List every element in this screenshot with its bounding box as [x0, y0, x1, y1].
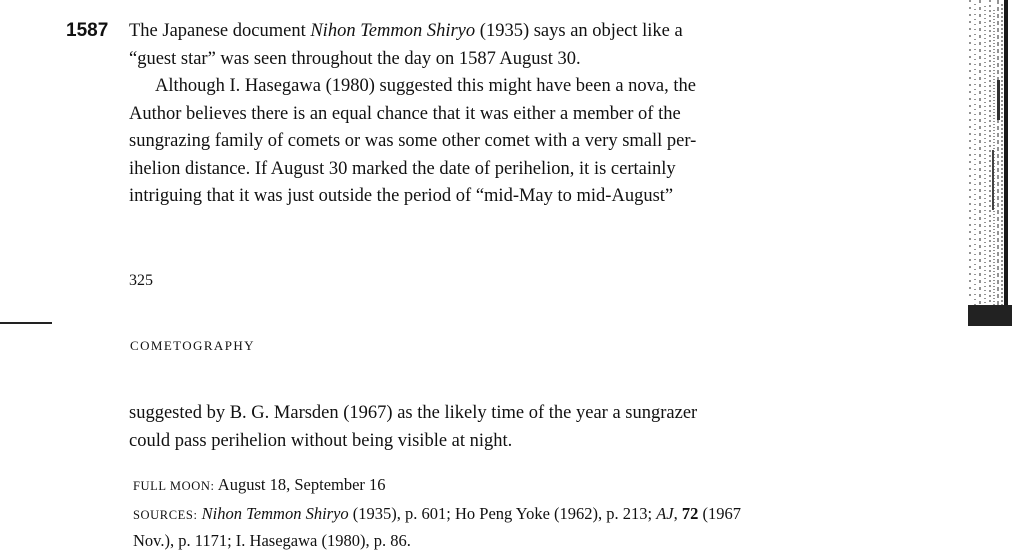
paragraph-2-line-5: intriguing that it was just outside the period of “mid-May to mid-August” — [129, 186, 674, 206]
text-run: (1935) says an object like a — [475, 21, 683, 41]
journal-abbrev-italic: AJ — [656, 504, 674, 523]
running-head: COMETOGRAPHY — [130, 338, 255, 353]
paragraph-2-line-4: ihelion distance. If August 30 marked the date of perihelion, it is certainly — [129, 158, 676, 179]
paragraph-1 — [129, 18, 819, 73]
sources-line-2: Nov.), p. 1171; I. Hasegawa (1980), p. 86. — [133, 531, 411, 550]
paragraph-3-line-1: suggested by B. G. Marsden (1967) as the likely time of the year a sungrazer — [129, 403, 698, 423]
page-number: 325 — [129, 272, 153, 289]
source-title-italic: Nihon Temmon Shiryo — [201, 504, 349, 523]
paragraph-3 — [129, 400, 819, 455]
text-run: The Japanese document — [129, 21, 311, 41]
journal-volume: 72 — [681, 504, 699, 523]
text-run: (1935), p. 601; Ho Peng Yoke (1962), p. 213; — [348, 504, 657, 523]
full-moon-line — [133, 472, 823, 499]
full-moon-value: August 18, September 16 — [214, 475, 386, 494]
document-title-italic: Nihon Temmon Shiryo — [310, 21, 476, 41]
full-moon-note — [133, 472, 823, 499]
scanned-page-edge — [964, 0, 1012, 326]
paragraph-2-line-3: sungrazing family of comets or was some other comet with a very small per- — [129, 131, 697, 151]
paragraph-2 — [129, 73, 819, 211]
entry-year: 1587 — [66, 20, 109, 41]
sources-label: SOURCES: — [133, 508, 198, 522]
paragraph-3-line-2: could pass perihelion without being visible at night. — [129, 430, 513, 451]
paragraph-1-line-1 — [129, 18, 819, 46]
text-run: (1967 — [698, 504, 741, 523]
paragraph-1-line-2: “guest star” was seen throughout the day on 1587 August 30. — [129, 48, 581, 69]
text-run: , — [673, 504, 682, 523]
sources-note — [133, 501, 823, 553]
sources-line-1 — [133, 501, 823, 528]
full-moon-label: FULL MOON: — [133, 479, 215, 493]
page-break-rule — [0, 322, 52, 324]
paragraph-2-line-1: Although I. Hasegawa (1980) suggested this might have been a nova, the — [155, 76, 696, 96]
paragraph-2-line-2: Author believes there is an equal chance that it was either a member of the — [129, 103, 681, 124]
